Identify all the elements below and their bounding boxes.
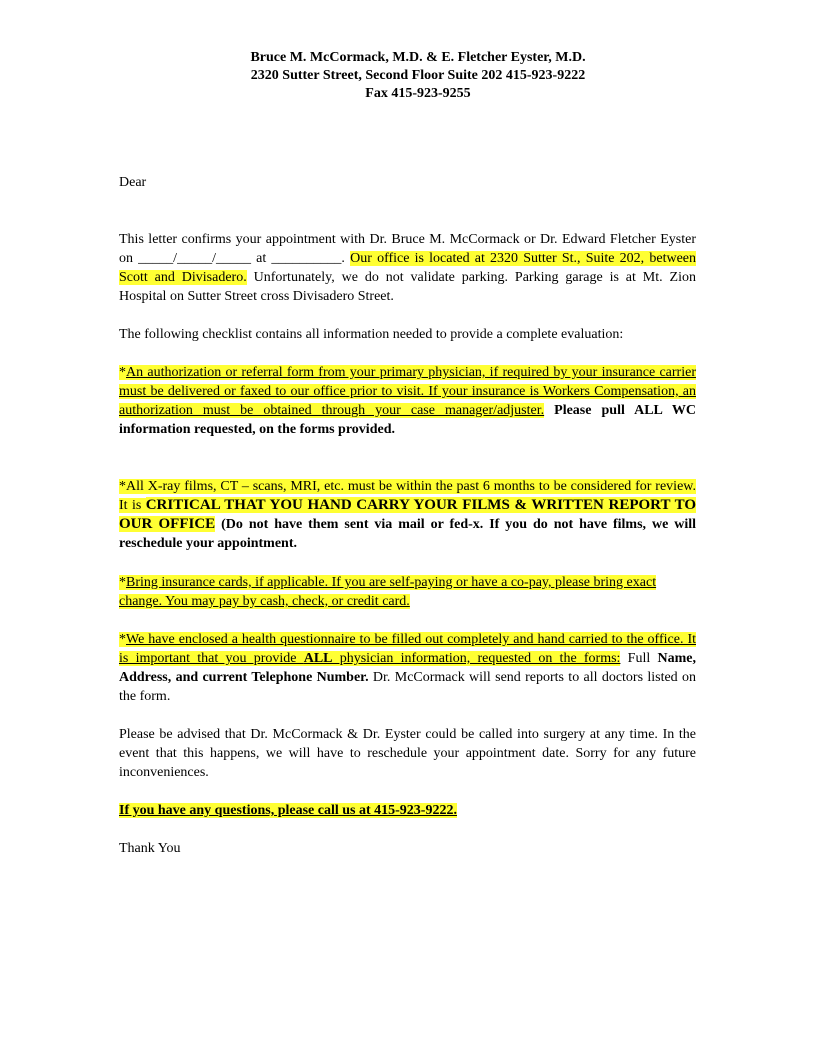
closing: Thank You bbox=[119, 841, 181, 856]
questionnaire-all: ALL bbox=[303, 651, 333, 666]
hand-carry-films-text: CRITICAL THAT YOU HAND CARRY YOUR FILMS & WRITTEN REPORT TO OUR OFFICE bbox=[119, 497, 696, 532]
letterhead bbox=[0, 49, 816, 103]
xray-item bbox=[119, 477, 696, 553]
questionnaire-forms-text: physician information, requested on the forms: bbox=[332, 651, 621, 666]
questionnaire-full: Full bbox=[620, 651, 658, 666]
insurance-star: * bbox=[119, 575, 126, 590]
questionnaire-star: * bbox=[119, 632, 126, 647]
office-location-text: Our office is located at 2320 Sutter St., Suite 202, between Scott and Divisadero. bbox=[119, 251, 697, 285]
authorization-text: An authorization or referral form from your primary physician, if required by your insurance carrier must be delivered or faxed to our office prior to visit. If your insurance is Workers Compensation, an authorization must be obtained through your case manager/adjuster. bbox=[119, 365, 696, 418]
surgery-notice: Please be advised that Dr. McCormack & Dr. Eyster could be called into surgery at any time. In the event that this happens, we will have to reschedule your appointment date. Sorry for any future inconveniences. bbox=[119, 727, 696, 780]
contact-text: If you have any questions, please call us at 415-923-9222. bbox=[119, 803, 457, 818]
parking-text: Unfortunately, we do not validate parking. Parking garage is at Mt. Zion Hospital on Sutter Street cross Divisadero Street. bbox=[119, 270, 696, 304]
letterhead-doctors: Bruce M. McCormack, M.D. & E. Fletcher Eyster, M.D. bbox=[250, 50, 586, 65]
questionnaire-item bbox=[119, 630, 696, 706]
workers-comp-note: Please pull ALL WC information requested, on the forms provided. bbox=[119, 403, 696, 437]
insurance-item bbox=[119, 573, 696, 611]
checklist-intro: The following checklist contains all information needed to provide a complete evaluation: bbox=[119, 327, 624, 342]
insurance-text: Bring insurance cards, if applicable. If you are self-paying or have a co-pay, please bring exact change. You may pay by cash, check, or credit card. bbox=[119, 575, 657, 609]
questionnaire-reports: Dr. McCormack will send reports to all doctors listed on the form. bbox=[119, 670, 696, 704]
appointment-text: This letter confirms your appointment with Dr. Bruce M. McCormack or Dr. Edward Fletcher Eyster on _____/_____/_____ at __________. bbox=[119, 232, 696, 266]
greeting: Dear bbox=[119, 175, 147, 190]
questionnaire-text: We have enclosed a health questionnaire to be filled out completely and hand carried to the office. It is important that you provide bbox=[119, 632, 696, 666]
letterhead-fax: Fax 415-923-9255 bbox=[365, 86, 471, 101]
letterhead-address: 2320 Sutter Street, Second Floor Suite 202 415-923-9222 bbox=[250, 68, 586, 83]
contact-line bbox=[119, 801, 696, 820]
authorization-item bbox=[119, 363, 696, 439]
questionnaire-required-fields: Name, Address, and current Telephone Number. bbox=[119, 651, 696, 685]
films-note: (Do not have them sent via mail or fed-x. If you do not have films, we will reschedule your appointment. bbox=[119, 517, 697, 551]
appointment-paragraph bbox=[119, 230, 696, 306]
xray-text: *All X-ray films, CT – scans, MRI, etc. must be within the past 6 months to be considered for review. It is bbox=[119, 479, 696, 513]
authorization-star: * bbox=[119, 365, 126, 380]
